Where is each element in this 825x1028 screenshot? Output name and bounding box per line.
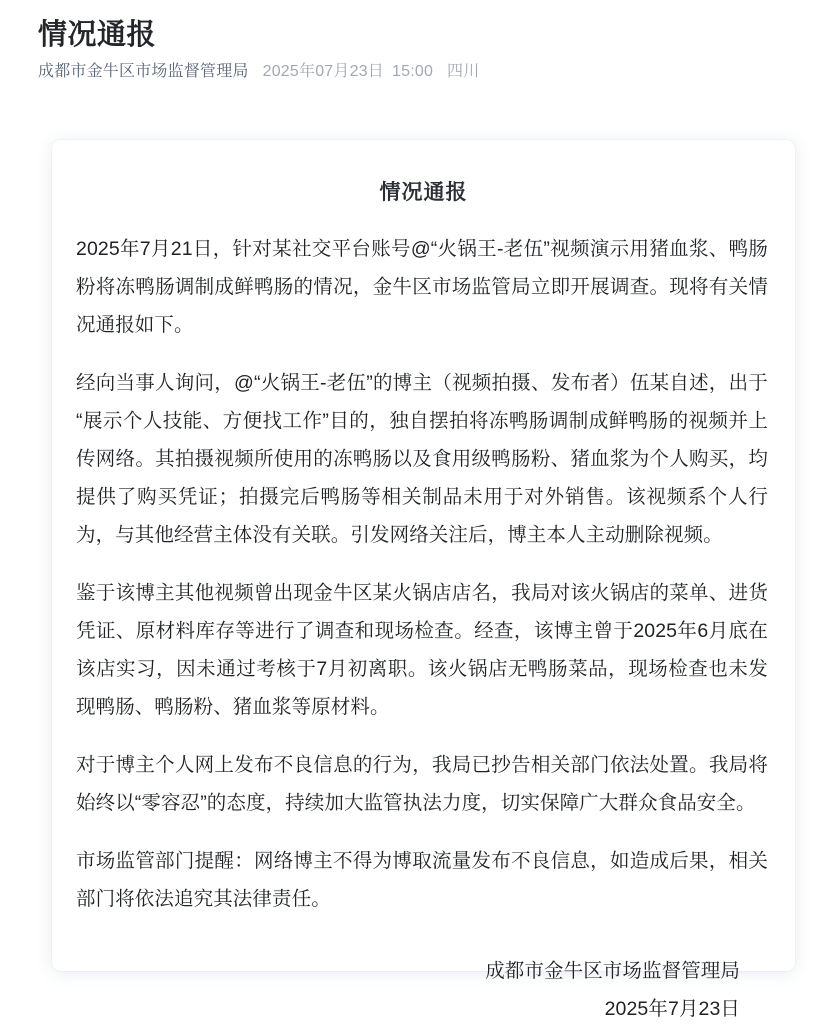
notice-paragraph: 对于博主个人网上发布不良信息的行为，我局已抄告相关部门依法处置。我局将始终以“零容忍”的态度，持续加大监管执法力度，切实保障广大群众食品安全。 [76,754,768,814]
meta-time: 15:00 [392,63,434,80]
signature-organization: 成都市金牛区市场监督管理局 [485,960,740,982]
article-meta [38,60,479,84]
signature-date: 2025年7月23日 [604,998,740,1020]
notice-paragraph: 经向当事人询问，@“火锅王-老伍”的博主（视频拍摄、发布者）伍某自述，出于“展示个人技能、方便找工作”目的，独自摆拍将冻鸭肠调制成鲜鸭肠的视频并上传网络。其拍摄视频所使用的冻鸭肠以及食用级鸭肠粉、猪血浆为个人购买，均提供了购买凭证；拍摄完后鸭肠等相关制品未用于对外销售。该视频系个人行为，与其他经营主体没有关联。引发网络关注后，博主本人主动删除视频。 [76,372,768,546]
notice-heading: 情况通报 [379,181,468,204]
meta-date: 2025年07月23日 [262,63,384,80]
notice-paragraph: 2025年7月21日，针对某社交平台账号@“火锅王-老伍”视频演示用猪血浆、鸭肠粉将冻鸭肠调制成鲜鸭肠的情况，金牛区市场监管局立即开展调查。现将有关情况通报如下。 [76,238,768,336]
notice-body [52,230,795,1028]
notice-card [52,140,795,1020]
page-title: 情况通报 [38,19,157,51]
meta-region: 四川 [447,63,480,80]
signature-block [76,952,768,1028]
notice-paragraph: 鉴于该博主其他视频曾出现金牛区某火锅店店名，我局对该火锅店的菜单、进货凭证、原材料库存等进行了调查和现场检查。经查，该博主曾于2025年6月底在该店实习，因未通过考核于7月初离职。该火锅店无鸭肠菜品，现场检查也未发现鸭肠、鸭肠粉、猪血浆等原材料。 [76,582,768,718]
meta-source[interactable]: 成都市金牛区市场监督管理局 [38,63,249,80]
notice-paragraph: 市场监管部门提醒：网络博主不得为博取流量发布不良信息，如造成后果，相关部门将依法追究其法律责任。 [76,850,768,910]
